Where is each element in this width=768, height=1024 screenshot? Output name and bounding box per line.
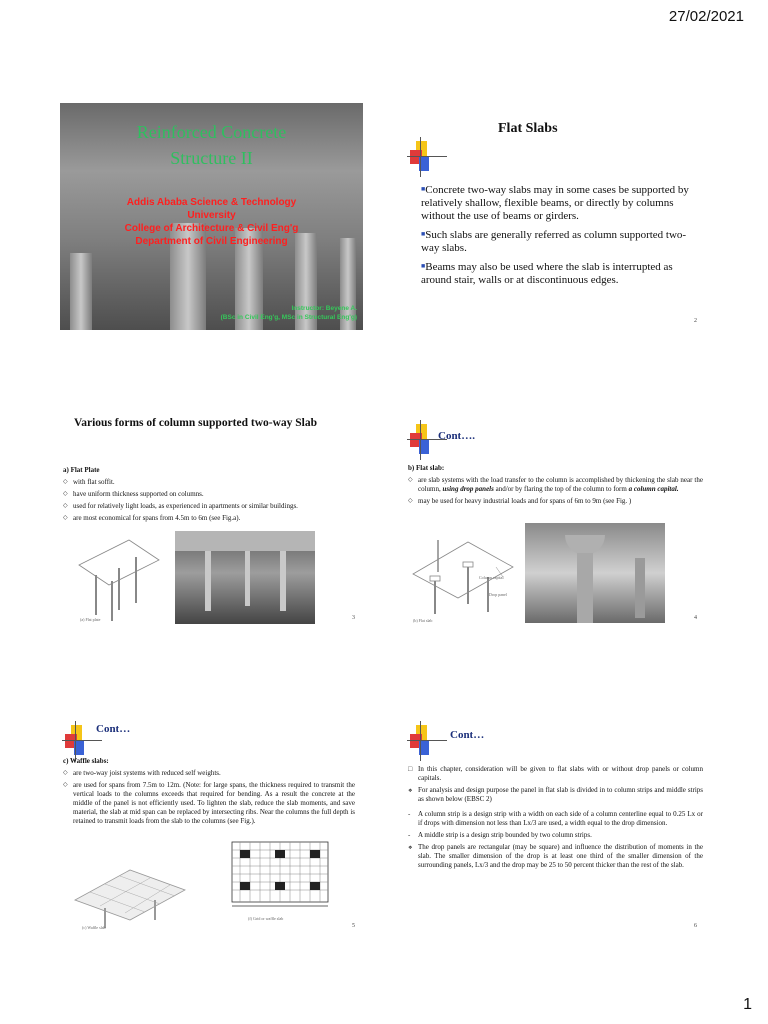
slide-2 xyxy=(405,103,705,330)
figure-caption: (a) Flat plate xyxy=(80,617,101,622)
flat-slab-photo xyxy=(525,523,665,623)
section-heading: a) Flat Plate xyxy=(63,466,100,474)
slide-number: 6 xyxy=(694,923,697,929)
section-heading: c) Waffle slabs: xyxy=(63,757,109,765)
slide-4 xyxy=(405,412,705,627)
list-item: - A column strip is a design strip with a width on each side of a column centerline equal to 0.25 Lx or if drops with dimension not less than Lx/3 are used, a width equal to the drop dimension. xyxy=(408,810,703,828)
list-item: - A middle strip is a design strip bounded by two column strips. xyxy=(408,831,703,840)
institution-line1: Addis Ababa Science & Technology xyxy=(126,197,297,208)
bullet-item: ■Such slabs are generally referred as column supported two-way slabs. xyxy=(421,229,687,254)
cont-heading: Cont…. xyxy=(438,430,475,442)
list-item: ◇ have uniform thickness supported on columns. xyxy=(63,490,358,499)
slide-6 xyxy=(405,715,705,935)
cont-heading: Cont… xyxy=(96,723,131,735)
slide-decoration-icon xyxy=(407,721,447,761)
institution-line4: Department of Civil Engineering xyxy=(135,236,288,247)
cont-heading: Cont… xyxy=(450,729,485,741)
figure-caption: (b) Flat slab xyxy=(413,618,433,623)
flat-slab-section xyxy=(408,464,703,509)
instructor-name: Instructor: Beyene A. xyxy=(291,305,357,312)
slide-number: 5 xyxy=(352,923,355,929)
slide-number: 2 xyxy=(694,318,697,324)
waffle-slab-section xyxy=(63,757,358,829)
slide-5 xyxy=(60,715,363,935)
institution-line3: College of Architecture & Civil Eng'g xyxy=(124,223,299,234)
list-item: ◇ are two-way joist systems with reduced self weights. xyxy=(63,769,358,778)
page-number: 1 xyxy=(743,996,752,1013)
slide-decoration-icon xyxy=(407,137,447,177)
instructor-degrees: (BSc in Civil Eng'g, MSc in Structural Eng'g) xyxy=(220,314,357,321)
list-item: ❖ For analysis and design purpose the panel in flat slab is divided in to column strips and middle strips as shown below (EBSC 2) xyxy=(408,786,703,804)
list-item: ◇ used for relatively light loads, as experienced in apartments or similar buildings. xyxy=(63,502,358,511)
course-title-line2: Structure II xyxy=(170,148,253,168)
diagram-label: Drop panel xyxy=(489,592,507,597)
slide-number: 4 xyxy=(694,615,697,621)
slide-title: Various forms of column supported two-way Slab xyxy=(74,417,318,429)
list-item: □ In this chapter, consideration will be given to flat slabs with or without drop panels or column capitals. xyxy=(408,765,703,783)
course-title-line1: Reinforced Concrete xyxy=(136,122,287,142)
waffle-grid-plan-diagram xyxy=(230,840,330,915)
list-item: ◇ with flat soffit. xyxy=(63,478,358,487)
slide-title: Flat Slabs xyxy=(498,121,558,136)
bullet-item: ■Concrete two-way slabs may in some cases be supported by relatively shallow, flexible beams, or directly by columns without the use of beams or girders. xyxy=(421,184,689,222)
slide-3 xyxy=(60,412,363,627)
waffle-slab-diagram xyxy=(70,860,190,930)
bullet-item: ■Beams may also be used where the slab is interrupted as around stair, walls or at discontinuous edges. xyxy=(421,261,673,286)
column-photo xyxy=(70,253,92,330)
header-date: 27/02/2021 xyxy=(668,8,744,25)
institution-line2: University xyxy=(187,210,236,221)
section-heading: b) Flat slab: xyxy=(408,464,445,472)
slide-1-title xyxy=(60,103,363,330)
list-item: ◇ are slab systems with the load transfer to the column is accomplished by thickening the slab near the column, using drop panels and/or by flaring the top of the column to form a column capital. xyxy=(408,476,703,494)
slide-number: 3 xyxy=(352,615,355,621)
bullet-list xyxy=(421,183,701,292)
list-item: ◇ may be used for heavy industrial loads and for spans of 6m to 9m (see Fig. ) xyxy=(408,497,703,506)
flat-slab-design-notes xyxy=(408,765,703,873)
figure-caption: (f) Grid or waffle slab xyxy=(248,916,284,921)
diagram-label: Column capital xyxy=(479,575,504,580)
flat-plate-photo xyxy=(175,531,315,624)
list-item: ◇ are used for spans from 7.5m to 12m. (Note: for large spans, the thickness required to transmit the vertical loads to the columns exceeds that required for bending. As a result the concrete at the middle of the panel is not efficiently used. To lighten the slab, reduce the slab moments, and save material, the slab at mid span can be replaced by intersecting ribs. Near the columns the full depth is retained to transmit loads from the slab to the columns (see Fig.). xyxy=(63,781,355,826)
figure-caption: (c) Waffle slab xyxy=(82,925,106,930)
flat-plate-section xyxy=(63,466,358,526)
flat-plate-diagram xyxy=(74,535,164,625)
list-item: ❖ The drop panels are rectangular (may be square) and influence the distribution of moments in the slab. The smaller dimension of the drop is at least one third of the smaller dimension of the surrounding panels, Lx/3 and the drop may be 25 to 50 percent thicker than the rest of the slab. xyxy=(408,843,703,870)
list-item: ◇ are most economical for spans from 4.5m to 6m (see Fig.a). xyxy=(63,514,358,523)
